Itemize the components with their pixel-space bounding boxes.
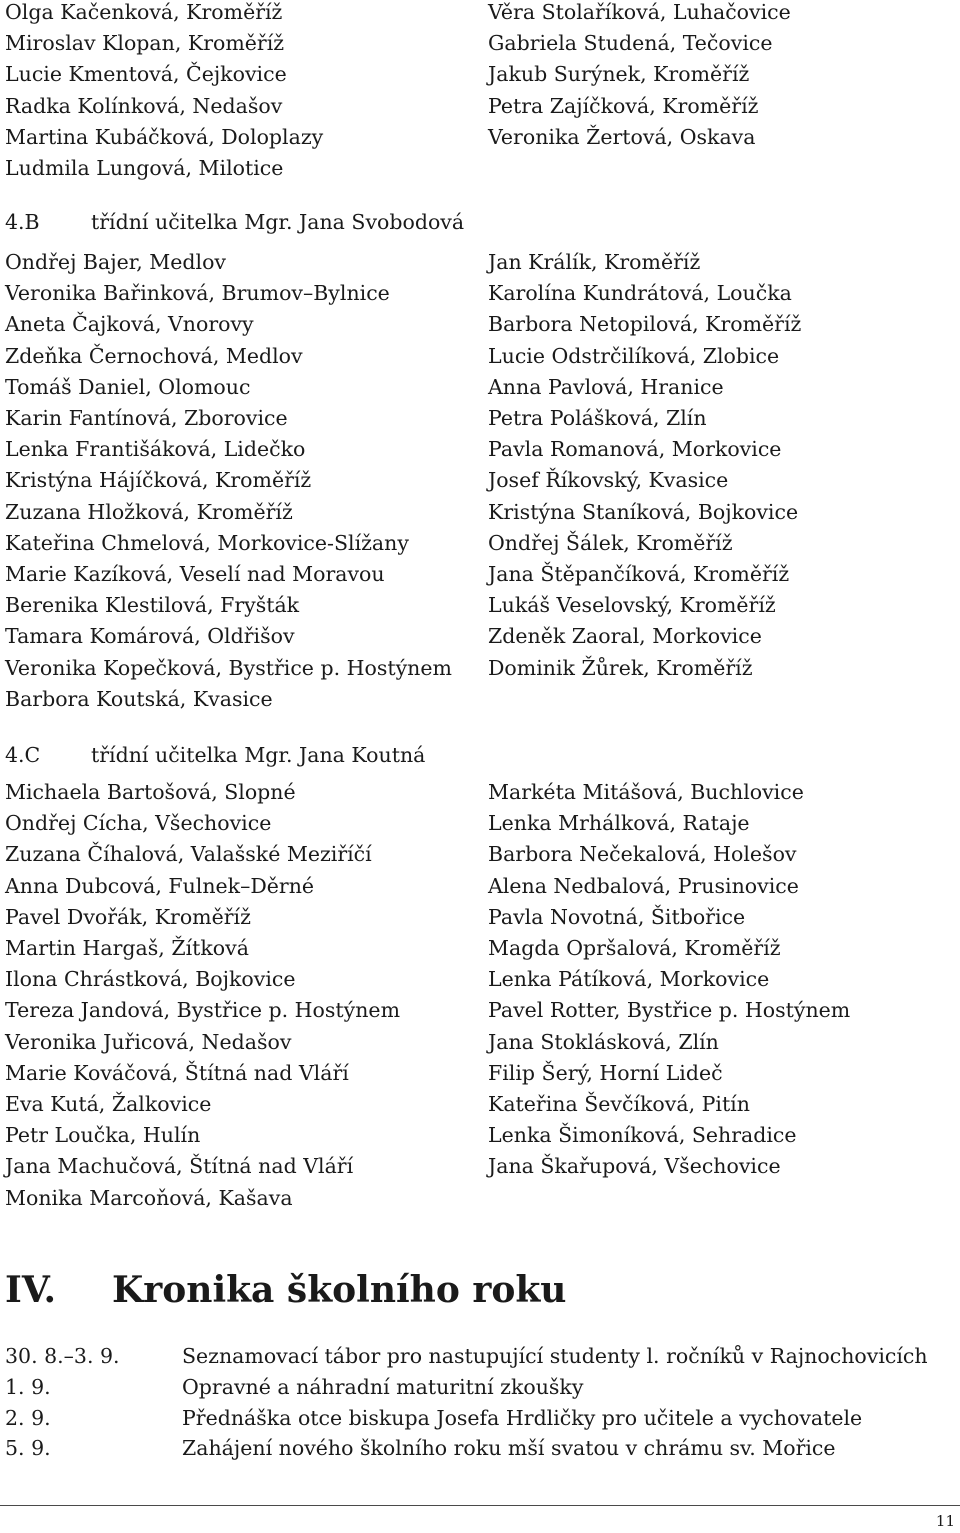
chronicle-text: Opravné a náhradní maturitní zkoušky: [182, 1374, 584, 1399]
list-item: Barbora Nečekalová, Holešov: [488, 842, 797, 867]
list-item: Ludmila Lungová, Milotice: [5, 156, 284, 181]
list-item: Zuzana Hložková, Kroměříž: [5, 499, 293, 524]
list-item: Kristýna Hájíčková, Kroměříž: [5, 468, 312, 493]
list-item: Josef Říkovský, Kvasice: [488, 468, 729, 493]
top-right-column: [488, 0, 948, 184]
class-4c-name-columns: [5, 777, 955, 1214]
list-item: Petr Loučka, Hulín: [5, 1123, 201, 1148]
list-item: Marie Kováčová, Štítná nad Vláří: [5, 1060, 349, 1085]
list-item: Jana Štěpančíková, Kroměříž: [488, 562, 790, 587]
list-item: Gabriela Studená, Tečovice: [488, 31, 773, 56]
list-item: Ondřej Bajer, Medlov: [5, 250, 227, 274]
class-teacher: třídní učitelka Mgr. Jana Svobodová: [91, 210, 465, 234]
section-title: Kronika školního roku: [112, 1269, 567, 1311]
list-item: Karolína Kundrátová, Loučka: [488, 281, 792, 306]
list-item: Tamara Komárová, Oldřišov: [5, 624, 295, 649]
page-number: 11: [935, 1512, 955, 1530]
list-item: Ondřej Šálek, Kroměříž: [488, 530, 733, 555]
list-item: Barbora Koutská, Kvasice: [5, 686, 273, 711]
list-item: Radka Kolínková, Nedašov: [5, 93, 283, 118]
chronicle-entry: [5, 1433, 955, 1464]
list-item: Lenka Šimoníková, Sehradice: [488, 1123, 797, 1148]
top-left-column: [5, 0, 488, 184]
section-number: IV.: [5, 1269, 57, 1311]
list-item: Dominik Žůrek, Kroměříž: [488, 655, 753, 680]
list-item: Berenika Klestilová, Fryšták: [5, 593, 300, 618]
chronicle-date: 5. 9.: [5, 1436, 51, 1461]
list-item: Michaela Bartošová, Slopné: [5, 780, 296, 804]
class-4b-right-column: [488, 247, 948, 715]
footer-divider: [0, 1505, 960, 1506]
list-item: Martina Kubáčková, Doloplazy: [5, 124, 324, 149]
list-item: Věra Stolaříková, Luhačovice: [488, 0, 791, 24]
class-4b-name-columns: [5, 247, 955, 715]
list-item: Jana Škařupová, Všechovice: [488, 1154, 781, 1179]
list-item: Tereza Jandová, Bystřice p. Hostýnem: [5, 998, 401, 1023]
list-item: Filip Šerý, Horní Lideč: [488, 1060, 723, 1085]
list-item: Veronika Žertová, Oskava: [488, 124, 756, 149]
list-item: Lukáš Veselovský, Kroměříž: [488, 593, 776, 618]
list-item: Petra Zajíčková, Kroměříž: [488, 93, 759, 118]
list-item: Pavel Dvořák, Kroměříž: [5, 904, 251, 929]
list-item: Barbora Netopilová, Kroměříž: [488, 312, 802, 337]
list-item: Ilona Chrástková, Bojkovice: [5, 967, 296, 992]
class-4c-right-column: [488, 777, 948, 1214]
list-item: Magda Opršalová, Kroměříž: [488, 936, 781, 961]
list-item: Pavel Rotter, Bystřice p. Hostýnem: [488, 998, 851, 1023]
list-item: Marie Kazíková, Veselí nad Moravou: [5, 562, 385, 587]
class-4c-left-column: [5, 777, 488, 1214]
chronicle-text: Zahájení nového školního roku mší svatou v chrámu sv. Mořice: [182, 1436, 836, 1461]
class-code: 4.C: [5, 743, 41, 767]
list-item: Monika Marcoňová, Kašava: [5, 1185, 293, 1210]
class-teacher: třídní učitelka Mgr. Jana Koutná: [91, 743, 426, 767]
chronicle-entry: [5, 1372, 955, 1403]
list-item: Veronika Juřicová, Nedašov: [5, 1029, 292, 1054]
chronicle-date: 30. 8.–3. 9.: [5, 1344, 120, 1368]
list-item: Lucie Kmentová, Čejkovice: [5, 62, 287, 87]
chronicle-date: 2. 9.: [5, 1405, 51, 1430]
list-item: Kristýna Staníková, Bojkovice: [488, 499, 799, 524]
list-item: Kateřina Ševčíková, Pitín: [488, 1092, 750, 1117]
list-item: Pavla Novotná, Šitbořice: [488, 904, 746, 929]
chronicle-entry: [5, 1403, 955, 1434]
section-heading: [5, 1268, 566, 1312]
list-item: Zuzana Číhalová, Valašské Meziříčí: [5, 842, 372, 867]
list-item: Lenka Pátíková, Morkovice: [488, 967, 770, 992]
list-item: Zdeněk Zaoral, Morkovice: [488, 624, 762, 649]
list-item: Lenka Františáková, Lidečko: [5, 437, 306, 462]
list-item: Aneta Čajková, Vnorovy: [5, 312, 254, 337]
list-item: Lenka Mrhálková, Rataje: [488, 811, 750, 836]
chronicle-date: 1. 9.: [5, 1374, 51, 1399]
class-code: 4.B: [5, 210, 40, 234]
list-item: Ondřej Cícha, Všechovice: [5, 811, 272, 836]
list-item: Zdeňka Černochová, Medlov: [5, 343, 303, 368]
class-4c-heading: [5, 740, 425, 771]
list-item: Tomáš Daniel, Olomouc: [5, 374, 251, 399]
class-4b-left-column: [5, 247, 488, 715]
list-item: Veronika Kopečková, Bystřice p. Hostýnem: [5, 655, 452, 680]
list-item: Veronika Bařinková, Brumov–Bylnice: [5, 281, 390, 306]
list-item: Anna Dubcová, Fulnek–Děrné: [5, 873, 315, 898]
list-item: Jana Machučová, Štítná nad Vláří: [5, 1154, 354, 1179]
chronicle-list: [5, 1341, 955, 1464]
list-item: Markéta Mitášová, Buchlovice: [488, 780, 804, 804]
chronicle-text: Seznamovací tábor pro nastupující studenty l. ročníků v Rajnochovicích: [182, 1344, 928, 1368]
chronicle-entry: [5, 1341, 955, 1372]
list-item: Alena Nedbalová, Prusinovice: [488, 873, 799, 898]
list-item: Miroslav Klopan, Kroměříž: [5, 31, 285, 56]
list-item: Anna Pavlová, Hranice: [488, 374, 724, 399]
list-item: Petra Polášková, Zlín: [488, 406, 707, 431]
list-item: Eva Kutá, Žalkovice: [5, 1092, 212, 1117]
list-item: Karin Fantínová, Zborovice: [5, 406, 288, 431]
top-name-columns: [5, 0, 955, 184]
list-item: Pavla Romanová, Morkovice: [488, 437, 782, 462]
chronicle-text: Přednáška otce biskupa Josefa Hrdličky pro učitele a vychovatele: [182, 1405, 863, 1430]
list-item: Jakub Surýnek, Kroměříž: [488, 62, 750, 87]
list-item: Olga Kačenková, Kroměříž: [5, 0, 283, 24]
list-item: Lucie Odstrčilíková, Zlobice: [488, 343, 780, 368]
list-item: Kateřina Chmelová, Morkovice-Slížany: [5, 530, 409, 555]
list-item: Jan Králík, Kroměříž: [488, 250, 701, 274]
list-item: Martin Hargaš, Žítková: [5, 936, 249, 961]
list-item: Jana Stoklásková, Zlín: [488, 1029, 719, 1054]
class-4b-heading: [5, 207, 464, 238]
